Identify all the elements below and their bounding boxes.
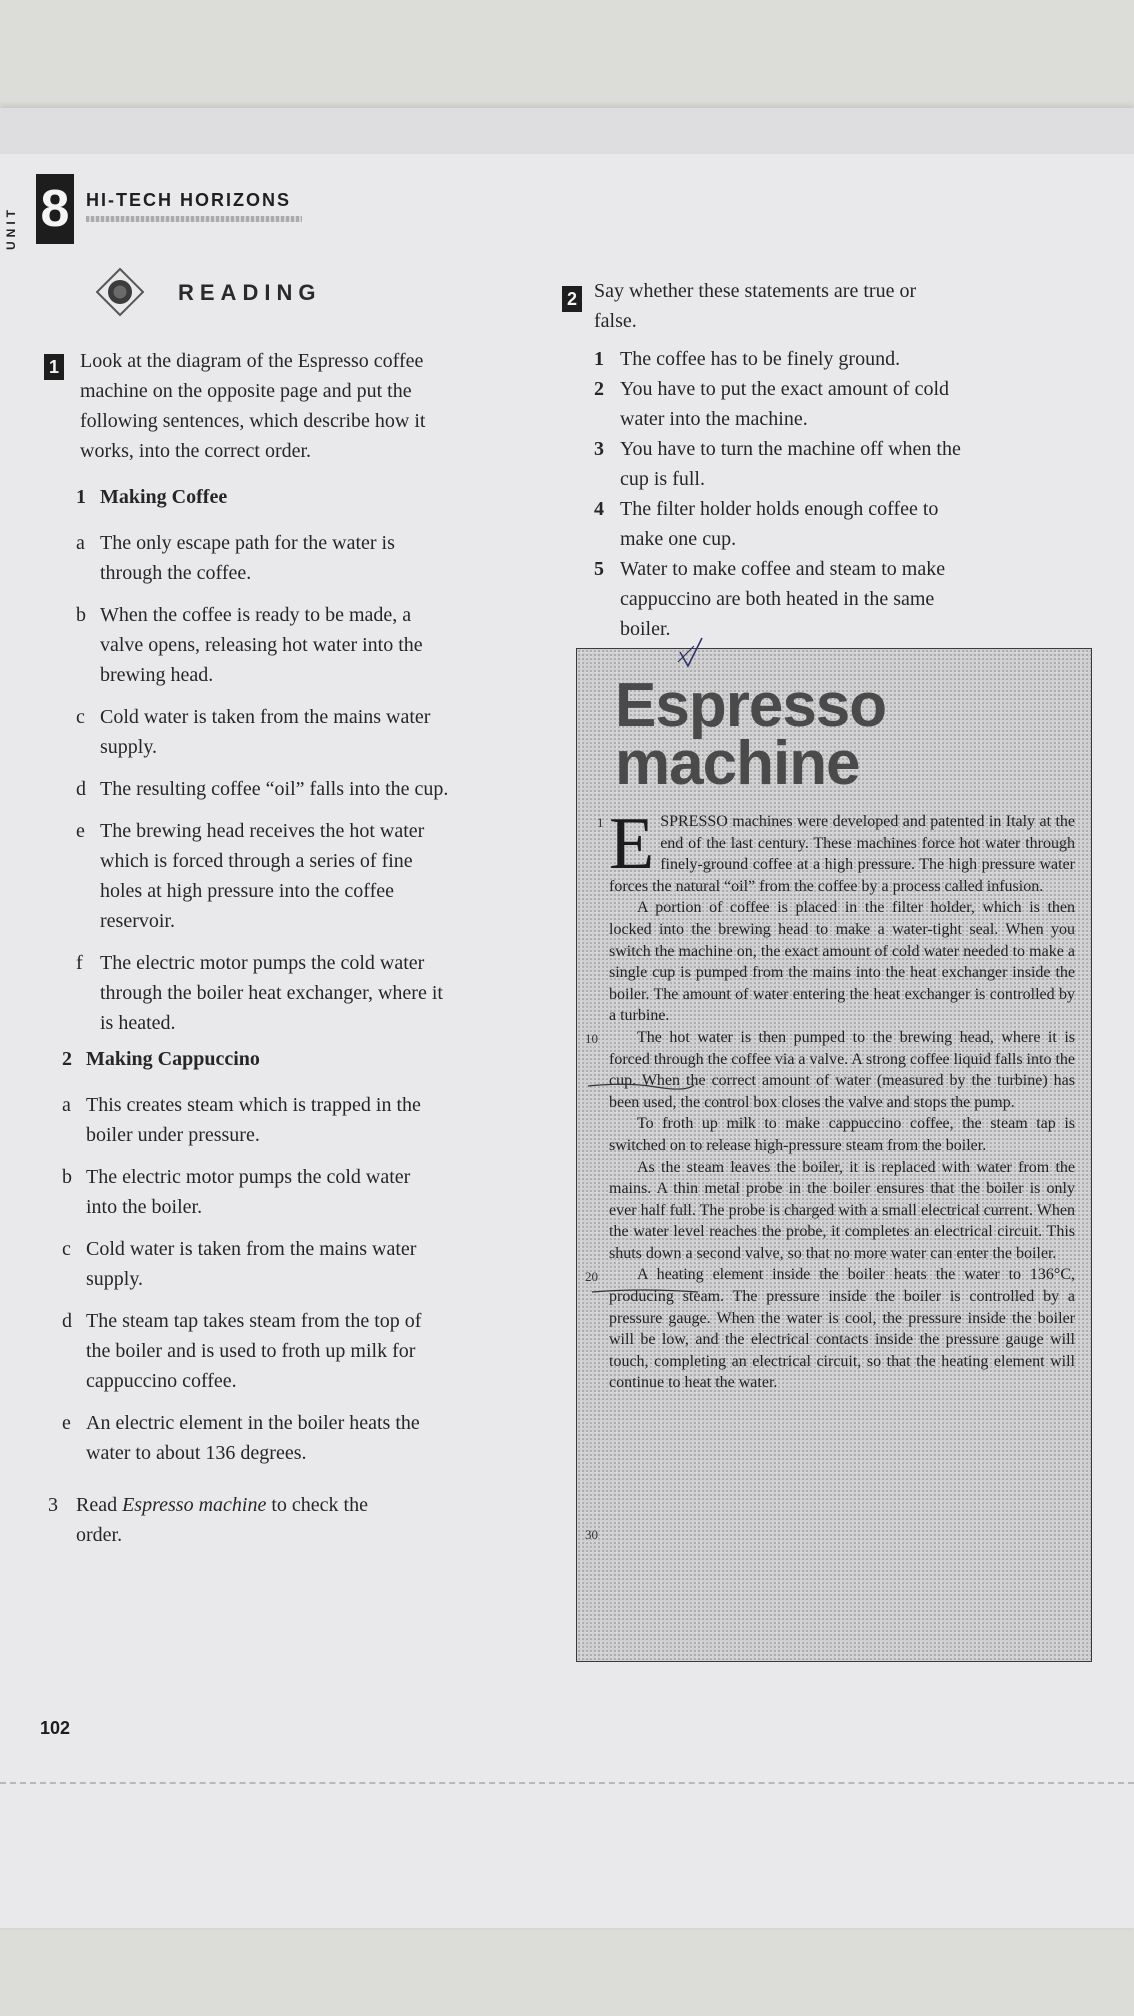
item-line: This creates steam which is trapped in the <box>86 1094 421 1116</box>
part-3-text-end: to check the <box>266 1494 368 1516</box>
item-letter: a <box>76 532 85 554</box>
instruction-line: works, into the correct order. <box>80 440 312 462</box>
item-line: Cold water is taken from the mains water <box>86 1238 417 1260</box>
page-bottom-rule <box>0 1782 1134 1788</box>
item-letter: c <box>76 706 85 728</box>
article-body <box>609 803 1075 1394</box>
unit-title-underline <box>86 216 302 222</box>
item-letter: c <box>62 1238 71 1260</box>
item-line: water to about 136 degrees. <box>86 1442 307 1464</box>
item-line: brewing head. <box>100 664 214 686</box>
pen-underline-turbine <box>586 1078 696 1092</box>
part-number: 1 <box>76 486 86 508</box>
item-line: boiler under pressure. <box>86 1124 260 1146</box>
article-paragraph <box>609 803 1075 897</box>
item-line: An electric element in the boiler heats the <box>86 1412 420 1434</box>
item-line: The electric motor pumps the cold water <box>100 952 425 974</box>
statement-line: You have to turn the machine off when the <box>620 438 961 460</box>
part-3-text: Read <box>76 1494 123 1516</box>
item-line: supply. <box>86 1268 144 1290</box>
item-letter: b <box>76 604 86 626</box>
part-3-instruction <box>76 1490 368 1520</box>
page-number: 102 <box>40 1718 71 1738</box>
part-number: 2 <box>62 1048 72 1070</box>
article-paragraph: A heating element inside the boiler heats the water to 136°C, producing steam. The pressure inside the boiler is controlled by a pressure gauge. When the water is cool, the pressure inside the boiler will be low, and the electrical contacts inside the pressure gauge will touch, completing an electrical circuit, so that the heating element will continue to heat the water. <box>609 1266 1075 1392</box>
item-line: The electric motor pumps the cold water <box>86 1166 411 1188</box>
article-paragraph: To froth up milk to make cappuccino coffee, the steam tap is switched on to release high-pressure steam from the boiler. <box>609 1115 1075 1154</box>
statement-number: 1 <box>594 348 604 370</box>
statement-line: cup is full. <box>620 468 705 490</box>
item-line: The resulting coffee “oil” falls into the cup. <box>100 778 449 800</box>
line-number-20: 20 <box>585 1269 598 1284</box>
item-line: the boiler and is used to froth up milk for <box>86 1340 416 1362</box>
article-title-line-1: Espresso <box>615 671 887 740</box>
item-line: The only escape path for the water is <box>100 532 395 554</box>
pen-check-mark <box>676 636 706 676</box>
item-line: is heated. <box>100 1012 176 1034</box>
part-3-article-title: Espresso machine <box>122 1494 267 1516</box>
instruction-line: following sentences, which describe how it <box>80 410 426 432</box>
page-top-band <box>0 108 1134 154</box>
item-line: cappuccino coffee. <box>86 1370 237 1392</box>
item-line: The brewing head receives the hot water <box>100 820 425 842</box>
item-line: into the boiler. <box>86 1196 203 1218</box>
line-number-1: 1 <box>597 815 604 830</box>
item-line: When the coffee is ready to be made, a <box>100 604 412 626</box>
statement-line: Water to make coffee and steam to make <box>620 558 946 580</box>
statement-line: The filter holder holds enough coffee to <box>620 498 939 520</box>
exercise-1-number: 1 <box>44 354 64 380</box>
unit-title: HI-TECH HORIZONS <box>86 190 291 210</box>
section-title: READING <box>178 280 322 305</box>
item-line: reservoir. <box>100 910 175 932</box>
article-paragraph: As the steam leaves the boiler, it is replaced with water from the mains. A thin metal probe in the boiler ensures that the boiler is only ever half full. The probe is charged with a small electrical current. When the water level reaches the probe, it completes an electrical circuit. This shuts down a second valve, so that no more water can enter the boiler. <box>609 1158 1075 1262</box>
item-line: supply. <box>100 736 158 758</box>
part-3-instruction-line2: order. <box>76 1524 123 1546</box>
article-paragraph-text: SPRESSO machines were developed and patented in Italy at the end of the last century. These machines force hot water through finely-ground coffee at a high pressure. The high pressure water forces the natural “oil” from the coffee by a process called infusion. <box>609 813 1075 895</box>
statement-number: 5 <box>594 558 604 580</box>
espresso-article <box>576 648 1092 1662</box>
item-letter: e <box>76 820 85 842</box>
exercise-2-number: 2 <box>562 286 582 312</box>
article-paragraph: The hot water is then pumped to the brewing head, where it is forced through the coffee via a valve. A strong coffee liquid falls into the cup. When the correct amount of water (measured by the turbine) has been used, the control box closes the valve and stops the pump. <box>609 1028 1075 1111</box>
item-letter: f <box>76 952 83 974</box>
instruction-line: machine on the opposite page and put the <box>80 380 412 402</box>
item-line: through the boiler heat exchanger, where it <box>100 982 443 1004</box>
item-line: through the coffee. <box>100 562 252 584</box>
pen-underline-boiler <box>590 1286 700 1298</box>
line-number-10: 10 <box>585 1031 598 1046</box>
item-line: Cold water is taken from the mains water <box>100 706 431 728</box>
item-line: holes at high pressure into the coffee <box>100 880 394 902</box>
item-letter: d <box>62 1310 72 1332</box>
part-heading: Making Coffee <box>100 486 228 508</box>
statement-number: 2 <box>594 378 604 400</box>
item-line: valve opens, releasing hot water into the <box>100 634 423 656</box>
reading-target-icon <box>96 268 144 316</box>
item-line: The steam tap takes steam from the top of <box>86 1310 422 1332</box>
item-letter: d <box>76 778 86 800</box>
statement-line: You have to put the exact amount of cold <box>620 378 950 400</box>
instruction-line: Look at the diagram of the Espresso coffee <box>80 350 424 372</box>
item-letter: e <box>62 1412 71 1434</box>
drop-cap: E <box>609 803 655 885</box>
statement-number: 3 <box>594 438 604 460</box>
line-number-30: 30 <box>585 1527 598 1542</box>
unit-label: UNIT <box>4 206 18 250</box>
instruction-line: Say whether these statements are true or <box>594 280 917 302</box>
statement-line: The coffee has to be finely ground. <box>620 348 901 370</box>
statement-line: cappuccino are both heated in the same <box>620 588 935 610</box>
article-title <box>615 671 887 798</box>
article-paragraph: A portion of coffee is placed in the filter holder, which is then locked into the brewing head to make a water-tight seal. When you switch the machine on, the exact amount of cold water needed to make a single cup is pumped from the mains into the heat exchanger inside the boiler. The amount of water entering the heat exchanger is controlled by a turbine. <box>609 899 1075 1025</box>
item-letter: a <box>62 1094 71 1116</box>
item-line: which is forced through a series of fine <box>100 850 413 872</box>
item-letter: b <box>62 1166 72 1188</box>
statement-line: make one cup. <box>620 528 737 550</box>
unit-number: 8 <box>36 174 74 244</box>
instruction-line: false. <box>594 310 637 332</box>
statement-line: water into the machine. <box>620 408 808 430</box>
part-heading: Making Cappuccino <box>86 1048 260 1070</box>
statement-line: boiler. <box>620 618 671 640</box>
part-3-number: 3 <box>48 1494 58 1516</box>
article-title-line-2: machine <box>615 729 860 798</box>
statement-number: 4 <box>594 498 604 520</box>
